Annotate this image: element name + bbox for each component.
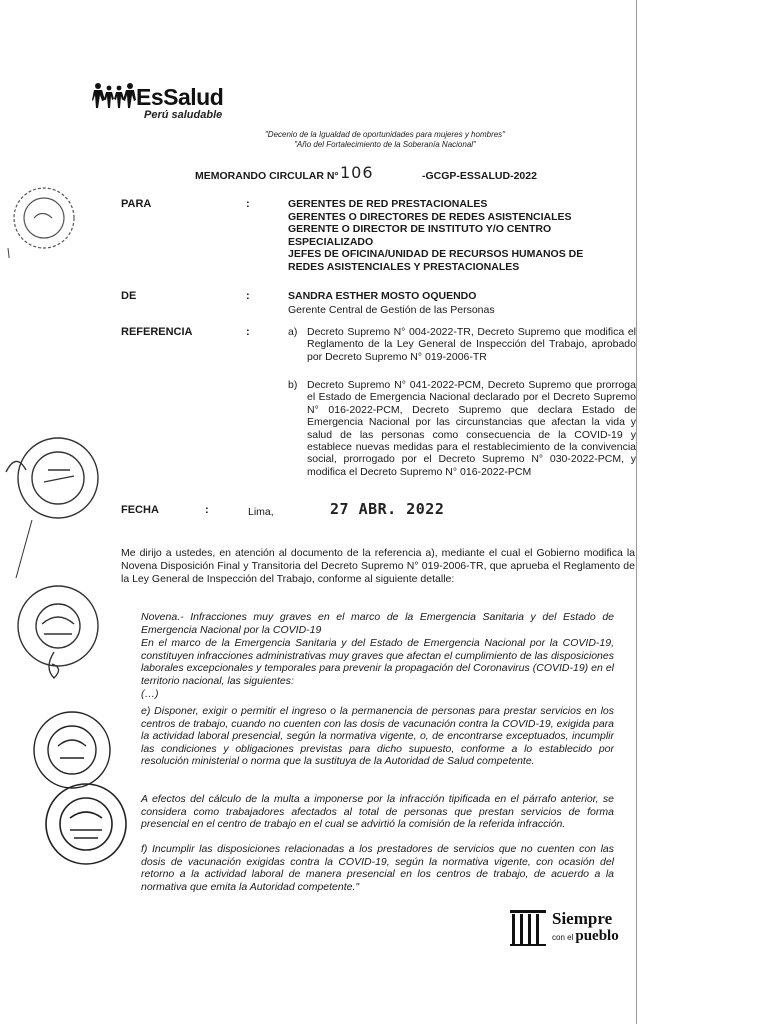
- memo-label: MEMORANDO CIRCULAR N°: [195, 170, 339, 182]
- family-figures-icon: [92, 82, 138, 108]
- reference-tag: b): [288, 379, 298, 391]
- de-label: DE: [121, 290, 137, 302]
- referencia-label: REFERENCIA: [121, 326, 193, 338]
- quote-paragraph-1: En el marco de la Emergencia Sanitaria y del Estado de Emergencia Nacional por la COVID-19, constituyen infracciones administrativas muy graves que afectan el cumplimiento de las disposiciones laborales excepcionales y temporales para prevenir la propagación del Coronavirus (COVID-19) en el territorio nacional, las siguientes:: [141, 637, 614, 687]
- sender-role: Gerente Central de Gestión de las Personas: [288, 304, 495, 316]
- reference-text: Decreto Supremo N° 041-2022-PCM, Decreto Supremo que prorroga el Estado de Emergencia Nacional declarado por el Decreto Supremo N° 016-2022-PCM, Decreto Supremo que declara Estado de Emergencia Nacional por las circunstancias que afectan la vida y salud de las personas como consecuencia de la COVID-19 y establece nuevas medidas para el restablecimiento de la convivencia social, prorrogado por el Decreto Supremo N° 030-2022-PCM, y modifica el Decreto Supremo N° 016-2022-PCM: [307, 379, 636, 478]
- para-line: GERENTE O DIRECTOR DE INSTITUTO Y/O CENTRO: [288, 223, 552, 236]
- fecha-colon: :: [205, 504, 209, 516]
- de-colon: :: [246, 290, 250, 302]
- footer-line-1: Siempre: [552, 909, 613, 928]
- siempre-con-el-pueblo-logo: [508, 908, 630, 948]
- right-margin-rule: [636, 0, 637, 1024]
- signature-line-icon: [14, 520, 34, 580]
- para-line: JEFES DE OFICINA/UNIDAD DE RECURSOS HUMANOS DE: [288, 248, 584, 261]
- para-recipients: [288, 198, 633, 274]
- fecha-city: Lima,: [248, 506, 274, 518]
- decenio-line-1: "Decenio de la Igualdad de oportunidades para mujeres y hombres": [264, 130, 506, 139]
- para-label: PARA: [121, 198, 152, 210]
- essalud-logo: [92, 78, 252, 128]
- para-line: REDES ASISTENCIALES Y PRESTACIONALES: [288, 260, 520, 273]
- seal-stamp-5-icon: [40, 778, 132, 870]
- quote-multa-paragraph: A efectos del cálculo de la multa a imponerse por la infracción tipificada en el párrafo anterior, se considera como trabajadores afectados al total de personas que prestan servicios de forma presencial en el centro de trabajo en el cual se advirtió la comisión de la referida infracción.: [141, 793, 614, 831]
- intro-paragraph: Me dirijo a ustedes, en atención al documento de la referencia a), mediante el cual el Gobierno modifica la Novena Disposición Final y Transitoria del Decreto Supremo N° 019-2006-TR, que aprueba el Reglamento de la Ley General de Inspección del Trabajo, conforme al siguiente detalle:: [121, 547, 635, 585]
- referencia-colon: :: [246, 326, 250, 338]
- para-line: GERENTES DE RED PRESTACIONALES: [288, 198, 488, 210]
- footer-small: con el: [552, 933, 574, 942]
- para-colon: :: [246, 198, 250, 210]
- reference-item-b: [288, 379, 636, 478]
- decenio-line-2: "Año del Fortalecimiento de la Soberanía Nacional": [294, 140, 476, 149]
- logo-tagline: Perú saludable: [144, 109, 223, 121]
- para-line: ESPECIALIZADO: [288, 235, 374, 248]
- reference-tag: a): [288, 326, 298, 338]
- quote-item-f: f) Incumplir las disposiciones relacionadas a los prestadores de servicios que no cuenten con las dosis de vacunación exigidas contra la COVID-19, según la normativa vigente, con ocasión del retorno a la actividad laboral de manera presencial en los centros de trabajo, de acuerdo a la normativa que emita la Autoridad competente.": [141, 843, 614, 893]
- memo-number-handwritten: 106: [340, 163, 374, 182]
- reference-text: Decreto Supremo N° 004-2022-TR, Decreto Supremo que modifica el Reglamento de la Ley General de Inspección del Trabajo, aprobado por Decreto Supremo N° 019-2006-TR: [307, 326, 636, 363]
- fecha-label: FECHA: [121, 504, 159, 516]
- para-line: GERENTES O DIRECTORES DE REDES ASISTENCIALES: [288, 210, 572, 223]
- memo-suffix: -GCGP-ESSALUD-2022: [422, 170, 537, 182]
- logo-name: EsSalud: [136, 84, 224, 110]
- quote-item-e: e) Disponer, exigir o permitir el ingreso o la permanencia de personas para prestar servicios en los centros de trabajo, cuando no cuenten con las dosis de vacunación contra la COVID-19, exigida para la actividad laboral presencial, según la normativa vigente, o, de encontrarse exceptuados, incumplir las condiciones y obligaciones previstas para dicho supuesto, conforme a lo establecido por resolución ministerial o norma que la sustituya de la Autoridad de Salud competente.: [141, 705, 614, 768]
- decenio-header: [230, 130, 540, 150]
- footer-word: pueblo: [575, 928, 619, 944]
- seal-stamp-1-icon: [6, 178, 78, 258]
- columns-icon: [508, 908, 548, 948]
- footer-line-2: [552, 928, 619, 945]
- reference-item-a: [288, 326, 636, 363]
- seal-stamp-3-icon: [4, 580, 104, 680]
- sender-name: SANDRA ESTHER MOSTO OQUENDO: [288, 290, 477, 302]
- date-stamp: 27 ABR. 2022: [330, 500, 445, 518]
- seal-stamp-2-icon: [4, 432, 104, 524]
- quote-title: Novena.- Infracciones muy graves en el marco de la Emergencia Sanitaria y del Estado de Emergencia Nacional por la COVID-19: [141, 611, 614, 636]
- quote-ellipsis: (…): [141, 688, 159, 700]
